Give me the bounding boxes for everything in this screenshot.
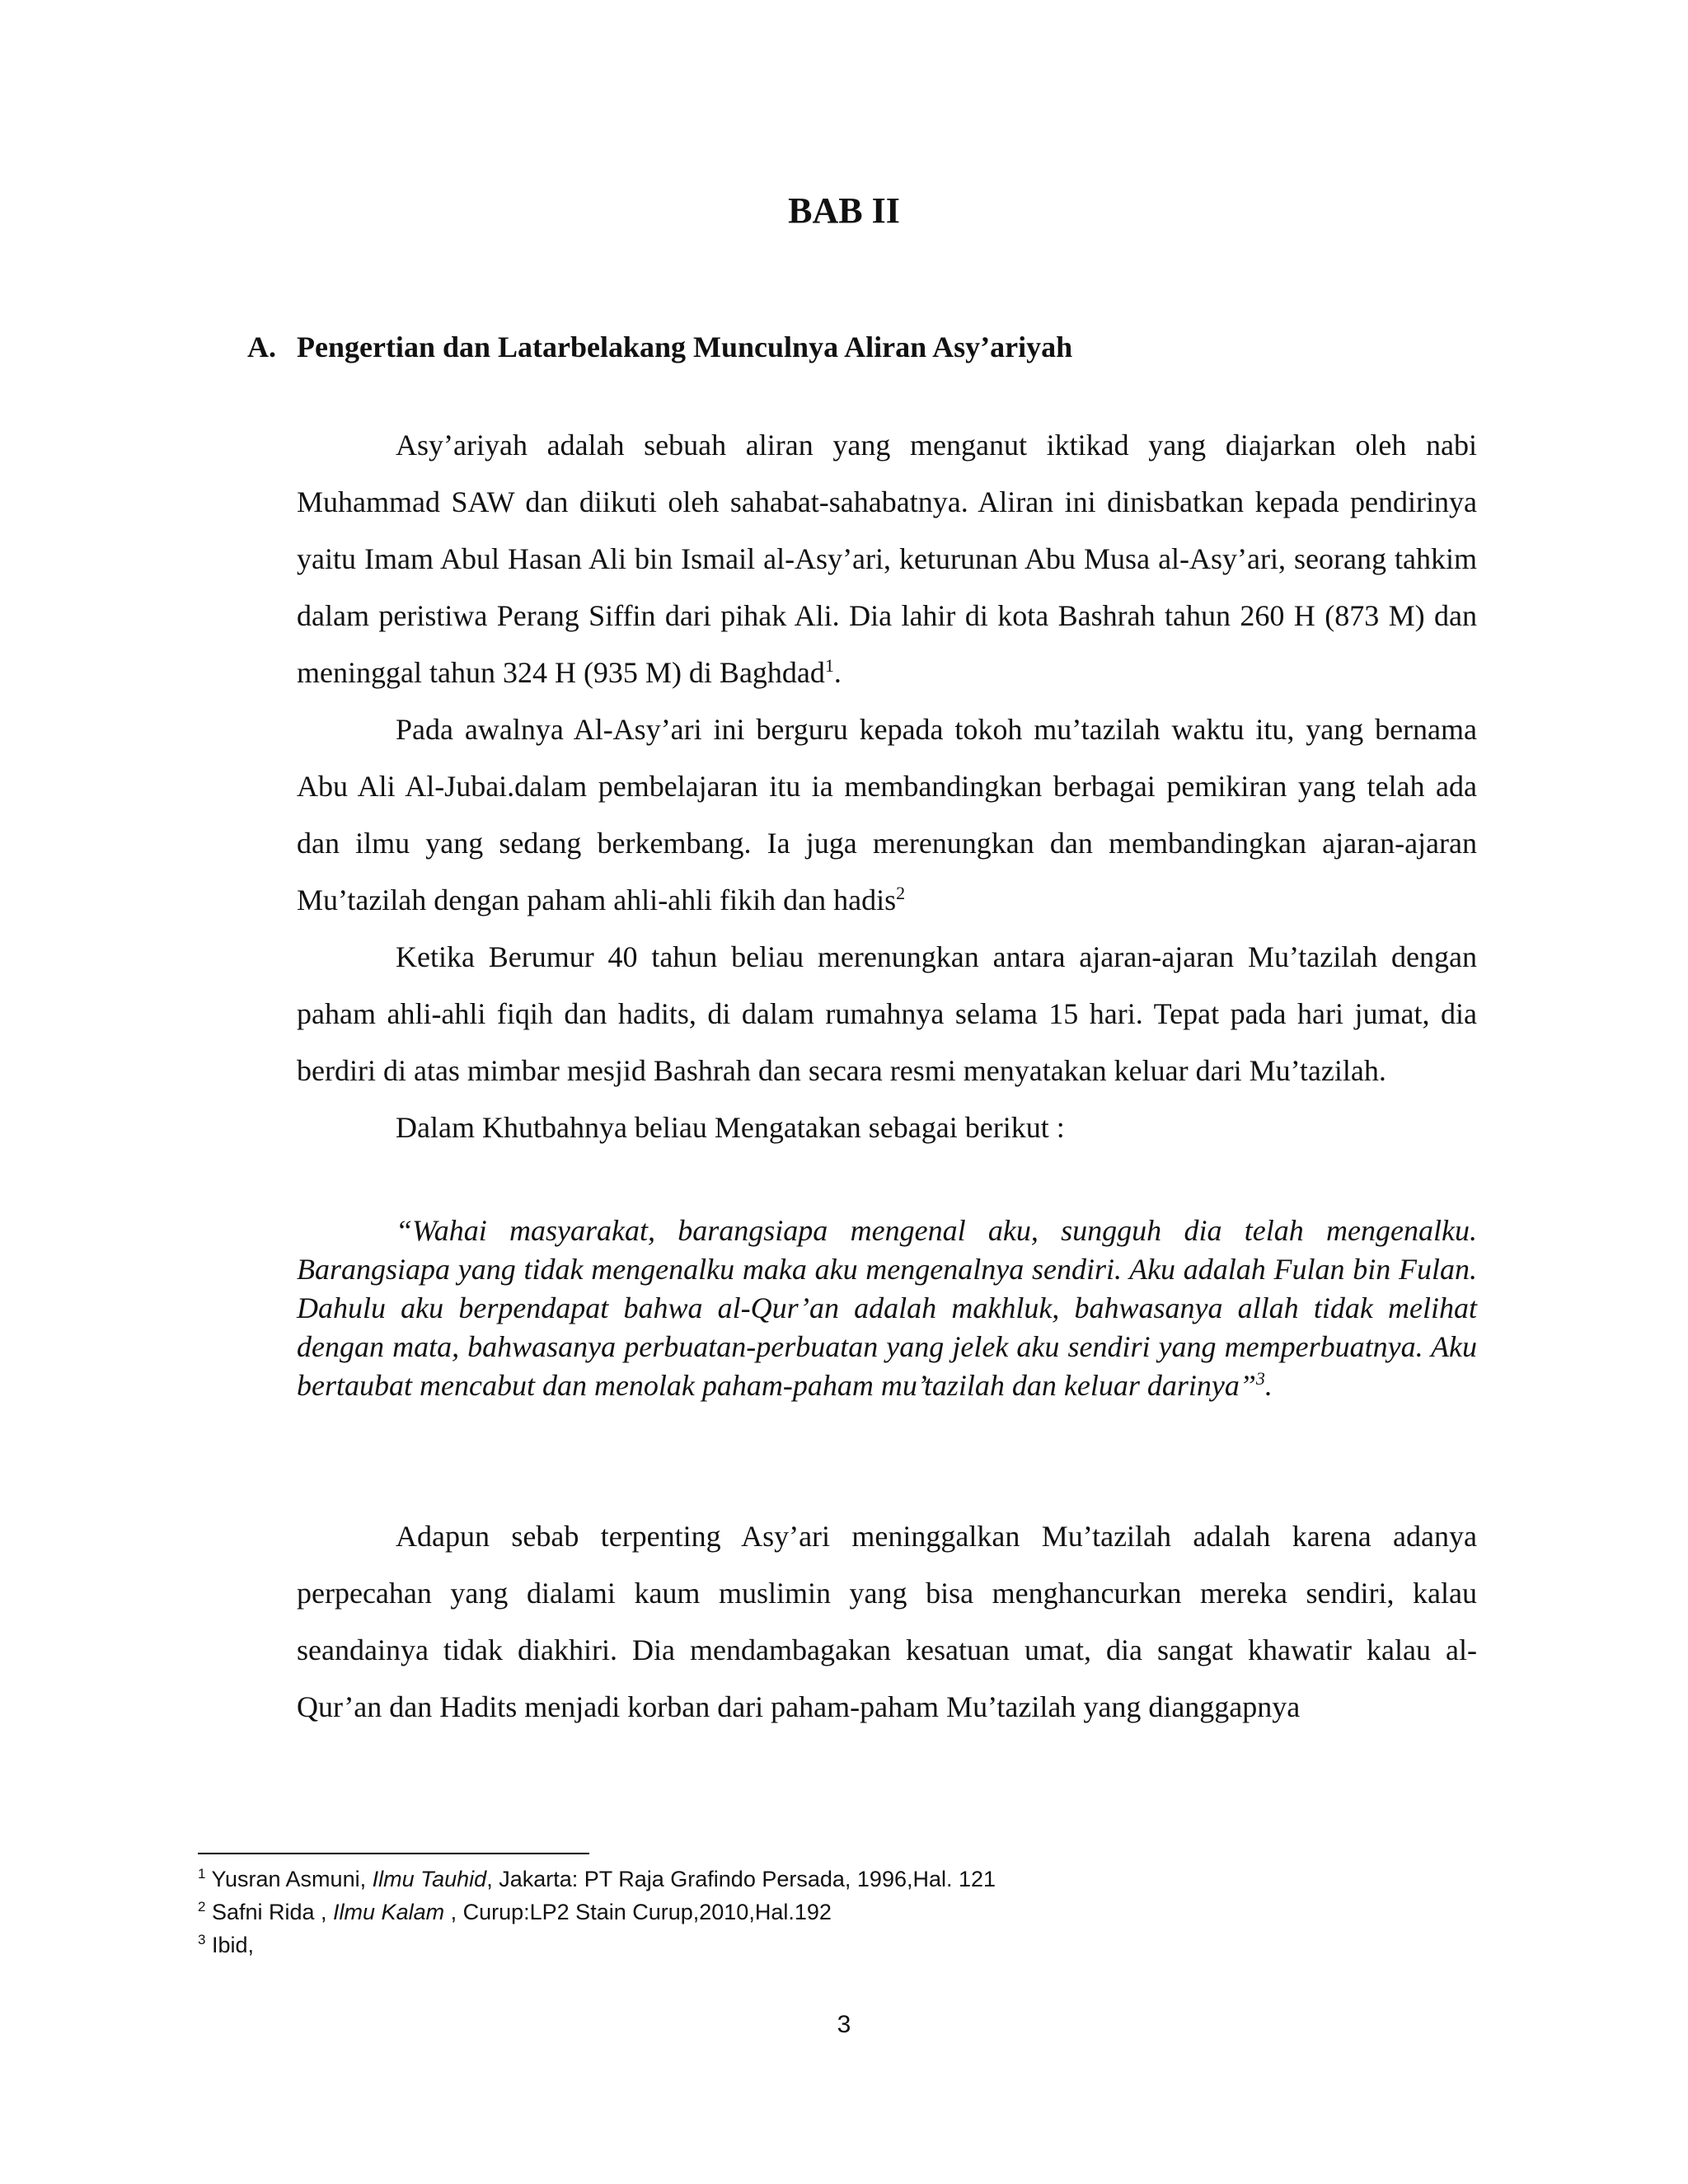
paragraph-tail: . (833, 656, 842, 689)
block-quote (297, 1212, 1477, 1405)
section-heading (247, 330, 1484, 364)
quote-text: “Wahai masyarakat, barangsiapa mengenal aku, sungguh dia telah mengenalku. Barangsiapa yang tidak mengenalku maka aku mengenalnya sendiri. Aku adalah Fulan bin Fulan. Dahulu aku berpendapat bahwa al-Qur’an adalah makhluk, bahwasanya allah tidak melihat dengan mata, bahwasanya perbuatan-perbuatan yang jelek aku sendiri yang memperbuatnya. Aku bertaubat mencabut dan menolak paham-paham mu’tazilah dan keluar darinya” (297, 1214, 1477, 1402)
section-number: A. (247, 330, 276, 363)
paragraph (297, 929, 1477, 1099)
quote-paragraph (297, 1212, 1477, 1405)
footnote-number: 3 (198, 1932, 206, 1947)
quote-tail: . (1264, 1369, 1273, 1402)
footnote (198, 1896, 1484, 1929)
body-text-top (297, 417, 1477, 1156)
footnote-author: Safni Rida , (205, 1900, 334, 1924)
paragraph-text: Asy’ariyah adalah sebuah aliran yang menganut iktikad yang diajarkan oleh nabi Muhammad SAW dan diikuti oleh sahabat-sahabatnya. Aliran ini dinisbatkan kepada pendirinya yaitu Imam Abul Hasan Ali bin Ismail al-Asy’ari, keturunan Abu Musa al-Asy’ari, seorang tahkim dalam peristiwa Perang Siffin dari pihak Ali. Dia lahir di kota Bashrah tahun 260 H (873 M) dan meninggal tahun 324 H (935 M) di Baghdad (297, 429, 1477, 689)
paragraph (297, 417, 1477, 701)
footnote-number: 1 (198, 1866, 206, 1882)
paragraph (297, 1099, 1477, 1156)
footnote (198, 1863, 1484, 1896)
footnote-author: Yusran Asmuni, (205, 1867, 373, 1891)
footnote-ref: 3 (1255, 1368, 1265, 1389)
paragraph: Adapun sebab terpenting Asy’ari meninggalkan Mu’tazilah adalah karena adanya perpecahan yang dialami kaum muslimin yang bisa menghancurkan mereka sendiri, kalau seandainya tidak diakhiri. Dia mendambagakan kesatuan umat, dia sangat khawatir kalau al-Qur’an dan Hadits menjadi korban dari paham-paham Mu’tazilah yang dianggapnya (297, 1520, 1477, 1723)
body-text-bottom (297, 1508, 1477, 1736)
paragraph-text: Ketika Berumur 40 tahun beliau merenungkan antara ajaran-ajaran Mu’tazilah dengan paham ahli-ahli fiqih dan hadits, di dalam rumahnya selama 15 hari. Tepat pada hari jumat, dia berdiri di atas mimbar mesjid Bashrah dan secara resmi menyatakan keluar dari Mu’tazilah. (297, 940, 1477, 1087)
footnote-ref: 2 (896, 883, 906, 903)
footnotes (198, 1863, 1484, 1961)
footnote (198, 1929, 1484, 1961)
paragraph-text: Dalam Khutbahnya beliau Mengatakan sebagai berikut : (396, 1111, 1065, 1144)
chapter-title: BAB II (788, 190, 900, 231)
footnote-title: Ilmu Tauhid (372, 1867, 487, 1891)
page-number: 3 (837, 2011, 851, 2038)
footnote-details: , Curup:LP2 Stain Curup,2010,Hal.192 (444, 1900, 832, 1924)
footnote-divider (198, 1853, 589, 1854)
footnote-title: Ilmu Kalam (333, 1900, 445, 1924)
paragraph (297, 701, 1477, 929)
footnote-author: Ibid, (205, 1933, 255, 1957)
footnote-number: 2 (198, 1899, 206, 1915)
footnote-details: , Jakarta: PT Raja Grafindo Persada, 1996,Hal. 121 (486, 1867, 996, 1891)
footnote-ref: 1 (824, 655, 834, 676)
section-title: Pengertian dan Latarbelakang Munculnya Aliran Asy’ariyah (297, 330, 1073, 363)
paragraph-text: Pada awalnya Al-Asy’ari ini berguru kepada tokoh mu’tazilah waktu itu, yang bernama Abu Ali Al-Jubai.dalam pembelajaran itu ia membandingkan berbagai pemikiran yang telah ada dan ilmu yang sedang berkembang. Ia juga merenungkan dan membandingkan ajaran-ajaran Mu’tazilah dengan paham ahli-ahli fikih dan hadis (297, 713, 1477, 916)
